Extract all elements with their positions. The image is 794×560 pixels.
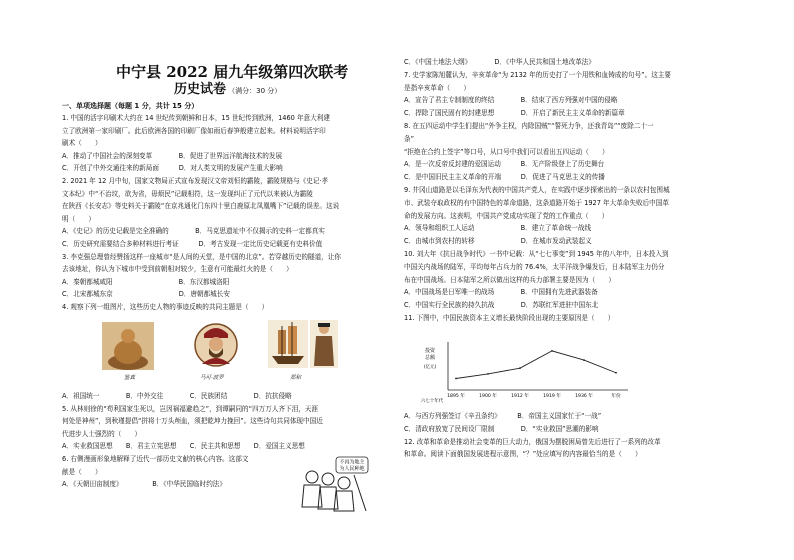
right-line-18: A．中国战场是日军唯一的战场 B．中国拥有先进武器装备 (404, 288, 598, 297)
land-cartoon (298, 455, 370, 513)
chart-y-label-1: 总额 (424, 355, 436, 361)
right-line-17: 布在中国战场。日本陆军之所以做出这样的兵力部署主要是因为（ ） (404, 275, 615, 284)
right-line-21: A．与西方列强签订《辛丑条约》 B．帝国主义国家忙于“一战” (404, 412, 602, 420)
chart-x-tick-3: 1919 年 (543, 394, 561, 399)
right-line-8: A．是一次反帝反封建的爱国运动 B．无产阶级登上了历史舞台 (404, 160, 605, 169)
left-line-2: 刷术（ ） (62, 139, 102, 148)
right-line-11: 市、武装夺取政权的有中国特色的革命道路，这条道路开始于 1927 年大革命失败后中国革 (404, 198, 669, 207)
ship-image (268, 320, 308, 368)
right-line-19: C．中国实行全民族的持久抗战 D．苏联红军进驻中国东北 (404, 301, 599, 310)
right-line-20: 11. 下图中，中国民族资本主义增长最快阶段出现的主要原因是（ ） (404, 314, 615, 322)
left-line-6: 文本纪》中“不治坟，欲为省，毋烦民”记载相符，这一发现纠正了元代以来被认为霸陵 (62, 189, 313, 198)
left-line-0: 1. 中国的活字印刷术大约在 14 世纪传到朝鲜和日本，15 世纪传到欧洲，1460 年意大利建 (62, 114, 330, 122)
left-line-13: A．秦朝都城咸阳 B．东汉都城洛阳 (62, 277, 230, 286)
left-line-11: 3. 李克强总理曾经赞扬这样一座城市“是人间的天堂，是中国的北京”。若穿越历史的隧道，让你 (62, 252, 341, 261)
chart-y-label-0: 投资 (424, 348, 436, 354)
left-line-22: 献是（ ） (62, 467, 102, 476)
left-line-10: C．历史研究需要结合多种材料进行考证 D．考古发现一定比历史记载更有史料价值 (62, 240, 323, 248)
capital-growth-chart (418, 338, 636, 404)
left-line-4: C．开创了中外交通往来的新局面 D．对人类文明的发展产生重大影响 (62, 164, 283, 173)
right-line-24: 和革命。阅读下面俄国发展进程示意图，“？”处应填写的内容最恰当的是（ ） (404, 450, 642, 459)
section-heading: 一、单项选择题（每题 1 分，共计 15 分） (62, 102, 199, 110)
left-line-18: 何处是神州”，到秋瑾提倡“拼将十万头颅血，须把乾坤力挽回”。这些诗句共同体现中国近 (62, 417, 323, 426)
bubble-line-1: 不再为地主 (339, 459, 365, 466)
exam-subtitle: 历史试卷 (174, 82, 227, 97)
right-line-23: 12. 改革和革命是推动社会变革的巨大动力，俄国为摆脱困局曾先后进行了一系列的改革 (404, 437, 661, 446)
caption-zhenghe: 郑和 (290, 375, 302, 381)
left-line-14: C．北宋都城东京 D．唐朝都城长安 (62, 290, 230, 299)
left-line-17: 5. 从林则徐的“苟利国家生死以，岂因祸福避趋之”，到谭嗣同的“四万万人齐下泪，天涯 (62, 404, 319, 413)
chart-x-tick-2: 1912 年 (511, 394, 529, 399)
chart-x-tick-1: 1900 年 (479, 394, 497, 399)
exam-title: 中宁县 2022 届九年级第四次联考 (116, 63, 349, 81)
marco-polo-image (194, 320, 238, 370)
right-line-4: C．捍除了国民固有的封建思想 D．开启了新民主主义革命的新篇章 (404, 109, 625, 118)
right-line-6: 条” (404, 134, 415, 143)
chart-point-5 (615, 372, 617, 374)
right-line-9: C．是中国旧民主主义革命的开端 D．促进了马克思主义的传播 (404, 173, 605, 182)
left-line-3: A．推动了中国社会的深刻变革 B．促进了世界远洋航海技术的发展 (62, 151, 283, 160)
left-line-20: A．实业救国思想 B．君主立宪思想 C．民主共和思想 D．爱国主义思想 (62, 442, 305, 451)
right-line-1: 7. 史学家陈旭麓认为，辛亥革命“为 2132 年的历史打了一个用铁和血铸成的句号”。这主要 (404, 70, 671, 79)
jianzhen-image (102, 322, 154, 370)
right-line-14: C．由城市到农村的转移 D．在城市发动武装起义 (404, 237, 592, 246)
left-line-5: 2. 2021 年 12 月中旬，国家文物局正式宣布发现汉文帝刘恒的霸陵，霸陵规格与《史记·孝 (62, 177, 329, 185)
chart-point-0 (455, 378, 457, 380)
right-line-7: “拒绝在合约上签字”等口号，从口号中我们可以看出五四运动（ ） (404, 147, 609, 156)
bubble-line-2: 为人民种地 (339, 466, 365, 472)
chart-x-tick-4: 1936 年 (575, 394, 593, 399)
left-line-23: A．《天朝田亩制度》 B．《中华民国临时约法》 (62, 480, 226, 489)
right-line-2: 是指辛亥革命（ ） (404, 83, 470, 92)
right-line-12: 命的发展方向。这表明，中国共产党成功实现了党的工作重点（ ） (404, 211, 609, 220)
chart-point-3 (551, 350, 553, 352)
right-line-0: C．《中国土地法大纲》 D．《中华人民共和国土地改革法》 (404, 58, 595, 66)
score-note: （满分：30 分） (228, 87, 282, 95)
left-line-15: 4. 观察下列一组图片，这些历史人物的事迹反映的共同主题是（ ） (62, 303, 269, 311)
left-line-1: 立了欧洲第一家印刷厂。此后欧洲各国的印刷厂像如雨后春笋般建立起来。材料说明活字印 (62, 126, 326, 135)
left-line-19: 代进步人士强烈的（ ） (62, 429, 142, 438)
left-line-8: 明（ ） (62, 214, 95, 223)
left-line-21: 6. 右侧漫画形象地解释了近代一部历史文献的核心内容。这部文 (62, 455, 249, 463)
chart-point-1 (487, 373, 489, 375)
right-line-15: 10. 刘大年《抗日战争时代》一书中记载：从“七七事变”到 1945 年的八年中，日本投入到 (404, 250, 669, 258)
zhenghe-image (310, 320, 338, 368)
right-line-22: C．清政府放宽了民间设厂限制 D．“实业救国”思潮的影响 (404, 424, 599, 433)
chart-series-line (456, 351, 616, 379)
left-line-16: A．祖国统一 B．中外交往 C．民族团结 D．抗抗侵略 (62, 392, 292, 400)
right-line-13: A．领导和组织工人运动 B．建立了革命统一战线 (404, 224, 592, 233)
right-column (404, 0, 738, 560)
left-line-9: A．《史记》的历史记载是完全准确的 B．马克思遗址中不仅揭示的史料一定都真实 (62, 227, 325, 236)
chart-x-tick-0: 1895 年 (447, 394, 465, 399)
right-line-10: 9. 井冈山道路是以毛泽东为代表的中国共产党人，在实践中逐步探索出的一条以农村包围城 (404, 186, 670, 194)
chart-point-4 (583, 359, 585, 361)
caption-jianzhen: 鉴真 (124, 375, 136, 381)
right-line-5: 8. 在五四运动中学生们提出“外争主权，内除国贼”“誓死力争，还我青岛”“废除二十一 (404, 122, 654, 130)
chart-x-note: 六七十年代 (420, 399, 444, 404)
caption-marco-polo: 马可·波罗 (200, 375, 224, 381)
chart-point-2 (519, 367, 521, 369)
left-line-12: 去该地址，你认为下城市中受到前朝相对较少，生意有可能最红火的是（ ） (62, 265, 293, 274)
chart-x-tick-5: 年份 (611, 394, 621, 399)
exam-subtitle-row (174, 82, 281, 98)
right-line-3: A．宣告了君主专制制度的终结 B．结束了西方列强对中国的侵略 (404, 96, 618, 105)
right-line-16: 中国关内战场的陆军，平均每年占兵力的 76.4%，太平洋战争爆发后，日本陆军主力仍分 (404, 262, 665, 271)
left-line-7: 在陕西《长安志》等史料关于霸陵“在京兆通化门东四十里白鹿原北凤凰嘴下”记载的误差。这说 (62, 202, 340, 211)
left-column (62, 0, 400, 560)
chart-svg (418, 338, 636, 404)
chart-y-unit: (亿元) (423, 365, 437, 370)
